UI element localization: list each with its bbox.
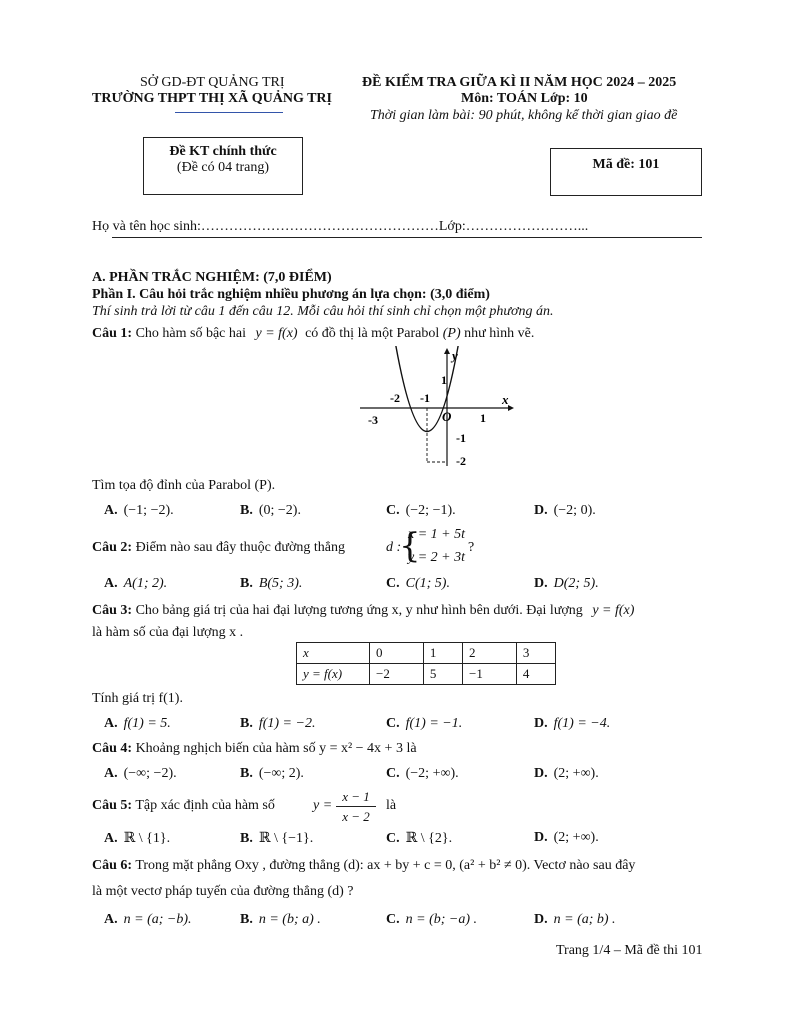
school-name: TRƯỜNG THPT THỊ XÃ QUẢNG TRỊ xyxy=(92,91,332,106)
q1-option-c[interactable]: C. (−2; −1). xyxy=(386,503,456,518)
q5-option-b[interactable]: B. ℝ \ {−1}. xyxy=(240,831,314,846)
tick-y-neg2: -2 xyxy=(456,454,466,468)
vector-n: n = (b; −a) . xyxy=(405,912,478,927)
q1-option-a[interactable]: A. (−1; −2). xyxy=(104,503,174,518)
exam-title: ĐỀ KIỂM TRA GIỮA KÌ II NĂM HỌC 2024 – 2025 xyxy=(362,75,677,90)
q6-option-d[interactable]: D. n = (a; b) . xyxy=(534,912,616,927)
x-axis-arrow xyxy=(508,405,514,411)
exam-code: Mã đề: 101 xyxy=(592,157,660,172)
table-cell: 2 xyxy=(462,643,516,664)
q5-option-d[interactable]: D. (2; +∞). xyxy=(534,830,599,845)
vector-n: n = (b; a) . xyxy=(258,912,321,927)
q4-option-c[interactable]: C. (−2; +∞). xyxy=(386,766,459,781)
exam-code-box xyxy=(550,148,702,196)
department-name: SỞ GD-ĐT QUẢNG TRỊ xyxy=(140,75,285,90)
q3-option-a[interactable]: A. f(1) = 5. xyxy=(104,716,171,731)
official-box xyxy=(143,137,303,195)
part1-instruction: Thí sinh trả lời từ câu 1 đến câu 12. Mỗi câu hỏi thí sinh chỉ chọn một phương án. xyxy=(92,304,554,319)
official-label: Đề KT chính thức xyxy=(169,144,277,159)
question-3-ask: Tính giá trị f(1). xyxy=(92,691,183,706)
question-1-ask: Tìm tọa độ đỉnh của Parabol (P). xyxy=(92,478,276,493)
question-6-line2: là một vectơ pháp tuyến của đường thẳng (d) ? xyxy=(92,884,354,899)
tick-y-1: 1 xyxy=(441,373,447,387)
table-cell: −2 xyxy=(370,664,424,685)
table-cell: 0 xyxy=(370,643,424,664)
parabola-graph xyxy=(360,346,520,471)
table-cell: 5 xyxy=(423,664,462,685)
q5-option-a[interactable]: A. ℝ \ {1}. xyxy=(104,831,171,846)
table-cell: x xyxy=(297,643,370,664)
q6-option-c[interactable]: C. n = (b; −a) . xyxy=(386,912,478,927)
system-eq1: x = 1 + 5t xyxy=(408,527,465,542)
q6-option-a[interactable]: A. n = (a; −b). xyxy=(104,912,192,927)
question-5: Câu 5: Tập xác định của hàm số xyxy=(92,798,275,813)
table-cell: 1 xyxy=(423,643,462,664)
x-axis-label: x xyxy=(502,392,509,407)
tick-x-neg2: -2 xyxy=(390,391,400,405)
question-2-mark: ? xyxy=(468,540,475,555)
fraction-denominator: x − 2 xyxy=(342,809,370,824)
q4-option-d[interactable]: D. (2; +∞). xyxy=(534,766,599,781)
table-cell: y = f(x) xyxy=(297,664,370,685)
system-brace: { xyxy=(399,526,421,566)
question-5-tail: là xyxy=(386,798,397,813)
q6-option-b[interactable]: B. n = (b; a) . xyxy=(240,912,321,927)
time-note: Thời gian làm bài: 90 phút, không kể thời gian giao đề xyxy=(370,108,678,123)
q2-option-a[interactable]: A. A(1; 2). xyxy=(104,576,168,591)
tick-x-neg1: -1 xyxy=(420,391,430,405)
tick-y-neg1: -1 xyxy=(456,431,466,445)
header-underline xyxy=(175,112,283,113)
question-3-line2: là hàm số của đại lượng x . xyxy=(92,625,244,640)
table-cell: 3 xyxy=(516,643,555,664)
student-info-line: Họ và tên học sinh:……………………………………………Lớp:……………………... xyxy=(92,219,589,234)
q3-option-c[interactable]: C. f(1) = −1. xyxy=(386,716,463,731)
y-axis-label: y xyxy=(452,348,458,363)
vector-n: n = (a; b) . xyxy=(553,912,616,927)
q3-option-d[interactable]: D. f(1) = −4. xyxy=(534,716,611,731)
q2-option-d[interactable]: D. D(2; 5). xyxy=(534,576,599,591)
tick-x-1: 1 xyxy=(480,411,486,425)
q3-option-b[interactable]: B. f(1) = −2. xyxy=(240,716,316,731)
question-2: Câu 2: Điểm nào sau đây thuộc đường thẳng xyxy=(92,540,345,555)
q5-option-c[interactable]: C. ℝ \ {2}. xyxy=(386,831,453,846)
page-footer: Trang 1/4 – Mã đề thi 101 xyxy=(556,943,703,958)
system-eq2: y = 2 + 3t xyxy=(408,550,465,565)
origin-label: O xyxy=(442,409,452,424)
vector-n: n = (a; −b). xyxy=(123,912,192,927)
line-d-label: d : xyxy=(386,540,402,555)
subject-line: Môn: TOÁN Lớp: 10 xyxy=(461,91,588,106)
page-count-label: (Đề có 04 trang) xyxy=(176,160,270,175)
question-3: Câu 3: Cho bảng giá trị của hai đại lượng tương ứng x, y như hình bên dưới. Đại lượng y = f(x) xyxy=(92,603,635,618)
q5-y-equals: y = xyxy=(313,798,333,813)
tick-x-neg3: -3 xyxy=(368,413,378,427)
part1-title: Phần I. Câu hỏi trắc nghiệm nhiều phương án lựa chọn: (3,0 điểm) xyxy=(92,287,490,302)
table-row xyxy=(297,643,556,664)
y-axis-arrow xyxy=(444,348,450,354)
section-a-title: A. PHẦN TRẮC NGHIỆM: (7,0 ĐIỂM) xyxy=(92,270,332,285)
question-1: Câu 1: Cho hàm số bậc hai y = f(x) có đồ thị là một Parabol (P) như hình vẽ. xyxy=(92,326,535,341)
q1-option-d[interactable]: D. (−2; 0). xyxy=(534,503,596,518)
q4-option-b[interactable]: B. (−∞; 2). xyxy=(240,766,304,781)
table-cell: −1 xyxy=(462,664,516,685)
q2-option-b[interactable]: B. B(5; 3). xyxy=(240,576,303,591)
value-table xyxy=(296,642,556,685)
q1-option-b[interactable]: B. (0; −2). xyxy=(240,503,301,518)
q2-option-c[interactable]: C. C(1; 5). xyxy=(386,576,450,591)
question-4: Câu 4: Khoảng nghịch biến của hàm số y = x² − 4x + 3 là xyxy=(92,741,417,756)
fraction-numerator: x − 1 xyxy=(342,789,370,804)
fraction-bar xyxy=(336,806,376,807)
student-line-rule xyxy=(112,237,702,238)
table-row xyxy=(297,664,556,685)
q4-option-a[interactable]: A. (−∞; −2). xyxy=(104,766,177,781)
table-cell: 4 xyxy=(516,664,555,685)
question-6: Câu 6: Trong mặt phẳng Oxy , đường thẳng (d): ax + by + c = 0, (a² + b² ≠ 0). Vectơ nào sau đây xyxy=(92,858,636,873)
